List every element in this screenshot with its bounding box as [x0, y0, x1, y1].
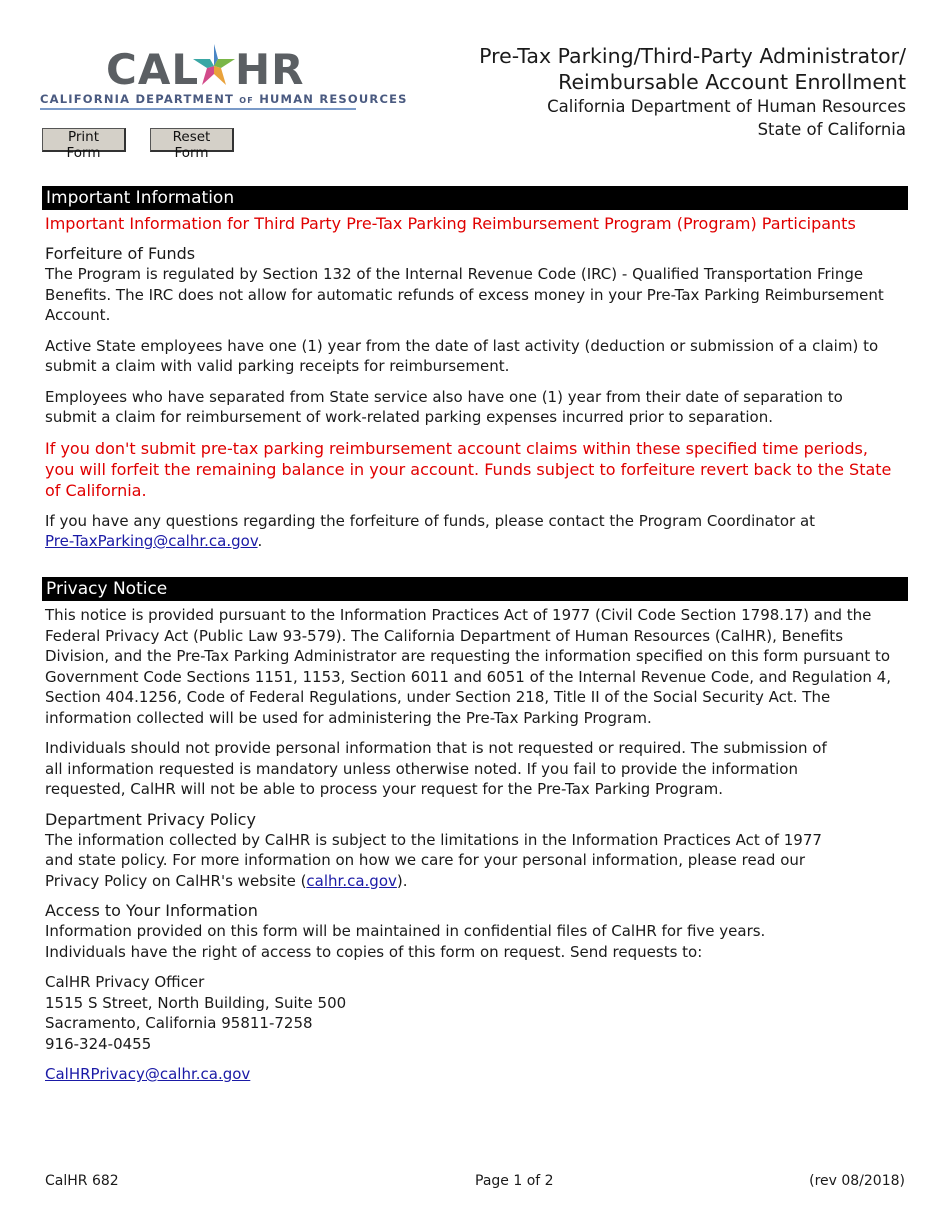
- star-icon: [190, 40, 238, 90]
- forfeiture-contact-text: If you have any questions regarding the forfeiture of funds, please contact the Program Coordinator at: [45, 511, 816, 530]
- privacy-notice-section: [45, 605, 895, 1085]
- logo-subtitle: [40, 92, 408, 106]
- logo-subtitle-of: OF: [239, 96, 254, 105]
- forfeiture-heading: Forfeiture of Funds: [45, 244, 196, 263]
- address-line: Sacramento, California 95811-7258: [45, 1014, 313, 1032]
- logo-subtitle-left: CALIFORNIA DEPARTMENT: [40, 92, 235, 106]
- form-title-block: [479, 43, 906, 141]
- forfeiture-paragraph-3: Employees who have separated from State service also have one (1) year from their date of separation to submit a claim for reimbursement of work-related parking expenses incurred prior to separation.: [45, 387, 843, 426]
- address-line: 1515 S Street, North Building, Suite 500: [45, 993, 347, 1012]
- privacy-policy-text: [45, 830, 835, 892]
- calhr-privacy-email-link[interactable]: CalHRPrivacy@calhr.ca.gov: [45, 1065, 251, 1083]
- privacy-paragraph-1: This notice is provided pursuant to the Information Practices Act of 1977 (Civil Code Section 1798.17) and the Federal Privacy Act (Public Law 93-579). The California Department of Human Resources (CalHR), Benefits Division, and the Pre-Tax Parking Administrator are requesting the information specified on this form pursuant to Government Code Sections 1151, 1153, Section 6011 and 6051 of the Internal Revenue Code, and Regulation 4, Section 404.1256, Code of Federal Regulations, under Section 218, Title II of the Social Security Act. The information collected will be used for administering the Pre-Tax Parking Program.: [45, 606, 891, 727]
- logo-brand-left: CAL: [106, 45, 200, 94]
- reset-form-button[interactable]: Reset Form: [150, 128, 234, 152]
- logo-underline: [40, 108, 356, 110]
- form-id: CalHR 682: [45, 1173, 119, 1189]
- forfeiture-paragraph-2: Active State employees have one (1) year from the date of last activity (deduction or submission of a claim) to submit a claim with valid parking receipts for reimbursement.: [45, 336, 879, 375]
- privacy-policy-end: ).: [396, 871, 408, 890]
- calhr-logo: [40, 40, 408, 120]
- form-title-line2: Reimbursable Account Enrollment: [558, 70, 906, 94]
- forfeiture-paragraph-1: The Program is regulated by Section 132 of the Internal Revenue Code (IRC) - Qualified Transportation Fringe Benefits. The IRC does not allow for automatic refunds of excess money in your Pre-Tax Parking Reimbursement Account.: [45, 265, 884, 324]
- important-info-section: [45, 214, 895, 552]
- address-line: 916-324-0455: [45, 1034, 152, 1053]
- org-name: California Department of Human Resources: [547, 97, 906, 116]
- privacy-policy-heading: Department Privacy Policy: [45, 809, 256, 829]
- calhr-website-link[interactable]: calhr.ca.gov: [306, 871, 397, 890]
- pretax-parking-email-link[interactable]: Pre-TaxParking@calhr.ca.gov: [45, 532, 258, 550]
- forfeiture-warning: If you don't submit pre-tax parking reimbursement account claims within these specified time periods, you will forfeit the remaining balance in your account. Funds subject to forfeiture revert back to the State of California.: [45, 438, 892, 500]
- logo-brand-right: HR: [235, 45, 305, 94]
- logo-subtitle-right: HUMAN RESOURCES: [259, 92, 408, 106]
- form-title-line1: Pre-Tax Parking/Third-Party Administrator/: [479, 44, 906, 68]
- privacy-notice-bar: Privacy Notice: [42, 577, 908, 601]
- page-number: Page 1 of 2: [475, 1173, 554, 1189]
- forfeiture-contact: [45, 511, 895, 552]
- privacy-paragraph-2: Individuals should not provide personal information that is not requested or required. The submission of all information requested is mandatory unless otherwise noted. If you fail to provide the information requested, CalHR will not be able to process your request for the Pre-Tax Parking Program.: [45, 739, 827, 798]
- forfeiture-contact-end: .: [257, 532, 263, 550]
- revision-date: (rev 08/2018): [809, 1173, 905, 1189]
- print-form-button[interactable]: Print Form: [42, 128, 126, 152]
- privacy-officer-address: [45, 972, 895, 1054]
- access-text: Information provided on this form will be maintained in confidential files of CalHR for five years. Individuals have the right of access to copies of this form on request. Send requests to:: [45, 922, 766, 961]
- important-red-heading: Important Information for Third Party Pre-Tax Parking Reimbursement Program (Program) Participants: [45, 214, 856, 233]
- access-heading: Access to Your Information: [45, 901, 258, 920]
- state-name: State of California: [757, 120, 906, 139]
- important-info-bar: Important Information: [42, 186, 908, 210]
- privacy-policy-body: The information collected by CalHR is subject to the limitations in the Information Practices Act of 1977 and state policy. For more information on how we care for your personal information, please read our Privacy Policy on CalHR's website (: [45, 830, 822, 890]
- address-line: CalHR Privacy Officer: [45, 973, 205, 991]
